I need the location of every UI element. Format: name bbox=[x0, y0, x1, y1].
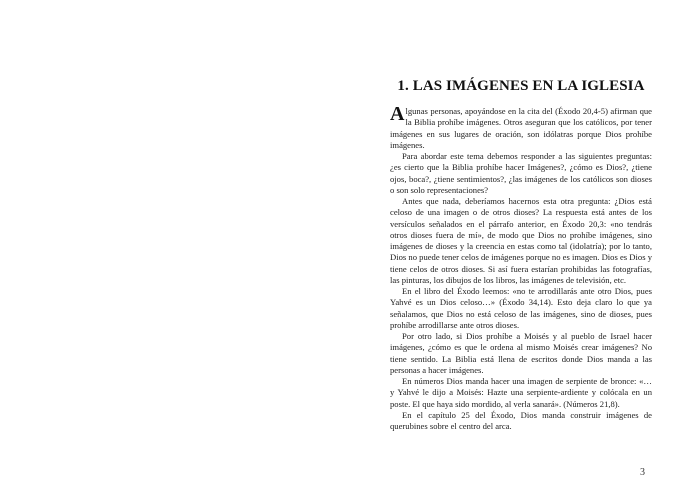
paragraph-4: En el libro del Éxodo leemos: «no te arrodillarás ante otro Dios, pues Yahvé es un Dios celoso…» (Éxodo 34,14). Esto deja claro lo que ya señalamos, que Dios no está celoso de las imágenes, sino de dioses, pues prohíbe arrodillarse ante otros dioses. bbox=[390, 286, 652, 330]
paragraph-5: Por otro lado, si Dios prohíbe a Moisés y al pueblo de Israel hacer imágenes, ¿cómo es que le ordena al mismo Moisés crear imágenes? No tiene sentido. La Biblia está llena de escritos donde Dios manda a las personas a hacer imágenes. bbox=[390, 331, 652, 375]
paragraph-3: Antes que nada, deberíamos hacernos esta otra pregunta: ¿Dios está celoso de una imagen o de otros dioses? La respuesta está antes de los versículos señalados en el párrafo anterior, en Éxodo 20,3: «no tendrás otros dioses fuera de mí», de modo que Dios no prohíbe imágenes, sino imágenes de dioses y la creencia en estas como tal (idolatría); por lo tanto, Dios no puede tener celos de imágenes porque no es imagen. Dios es Dios y tiene celos de otros dioses. Si así fuera estarían prohibidas las fotografías, las pinturas, los dibujos de los libros, las imágenes de televisión, etc. bbox=[390, 196, 652, 285]
paragraph-2: Para abordar este tema debemos responder a las siguientes preguntas: ¿es cierto que la Biblia prohíbe hacer Imágenes?, ¿cómo es Dios?, ¿tiene ojos, boca?, ¿tiene sentimientos?, ¿las imágenes de los católicos son dioses o son solo representaciones? bbox=[390, 151, 652, 195]
text-column bbox=[390, 78, 652, 432]
paragraph-1 bbox=[390, 103, 652, 151]
drop-cap: A bbox=[390, 103, 405, 125]
chapter-title: 1. LAS IMÁGENES EN LA IGLESIA bbox=[397, 78, 645, 94]
paragraph-6: En números Dios manda hacer una imagen de serpiente de bronce: «… y Yahvé le dijo a Moisés: Hazte una serpiente-ardiente y colócala en un poste. El que haya sido mordido, al verla sanará». (Números 21,8). bbox=[390, 376, 652, 409]
paragraph-7: En el capítulo 25 del Éxodo, Dios manda construir imágenes de querubines sobre el centro del arca. bbox=[390, 409, 652, 431]
page-number: 3 bbox=[640, 467, 645, 478]
paragraph-1-text: lgunas personas, apoyándose en la cita del (Éxodo 20,4-5) afirman que la Biblia prohíbe imágenes. Otros aseguran que los católicos, por tener imágenes en sus lugares de oración, son idólatras porque Dios prohíbe imágenes. bbox=[390, 106, 652, 150]
chapter-body bbox=[390, 103, 652, 432]
